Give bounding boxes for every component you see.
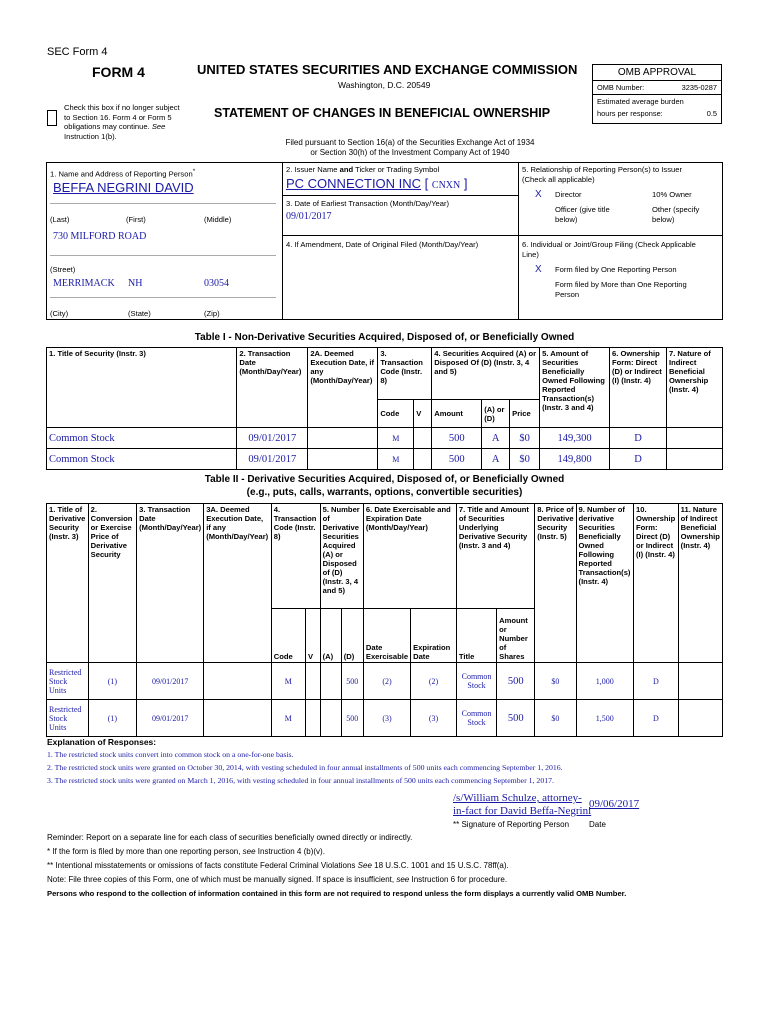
t2-exercisable: (2) (363, 663, 410, 700)
table2-title (46, 474, 723, 499)
zip-label: (Zip) (204, 309, 220, 318)
t1-security-title: Common Stock (47, 428, 237, 449)
t2-form: D (634, 663, 679, 700)
t2-conversion: (1) (88, 663, 136, 700)
t2-form: D (634, 700, 679, 737)
officer-label-2: below) (555, 215, 578, 224)
t2-d: 500 (341, 700, 363, 737)
checkbox-text-part: obligations may continue. (64, 122, 150, 131)
t2-d: 500 (341, 663, 363, 700)
t2-shares: 500 (497, 663, 535, 700)
sec-form-label: SEC Form 4 (47, 46, 108, 58)
t1-v (414, 449, 432, 470)
table1-header-row (47, 348, 723, 400)
signature-date: 09/06/2017 (589, 798, 640, 810)
officer-label-1: Officer (give title (555, 205, 610, 214)
table2-sub-expiration: Expiration Date (411, 609, 457, 663)
state-value: NH (128, 278, 143, 289)
city-label: (City) (50, 309, 69, 318)
table-row (47, 663, 723, 700)
table1-sub-aord: (A) or (D) (482, 400, 510, 428)
omb-approval-box (592, 64, 722, 124)
checkbox-text (64, 103, 180, 141)
table2-sub-shares: Amount or Number of Shares (497, 609, 535, 663)
explanation-1: 1. The restricted stock units convert into common stock on a one-for-one basis. (47, 750, 294, 759)
agency-title: UNITED STATES SECURITIES AND EXCHANGE COMMISSION (197, 62, 578, 77)
table-row (47, 449, 723, 470)
footer-note-1c: Instruction 4 (b)(v). (255, 847, 325, 856)
omb-title: OMB APPROVAL (593, 65, 721, 81)
table2-col-title: 1. Title of Derivative Security (Instr. 3) (47, 504, 89, 663)
checkbox-text-line (64, 122, 180, 132)
t2-underlying-title: Common Stock (456, 700, 496, 737)
table2-col-price: 8. Price of Derivative Security (Instr. 5) (535, 504, 576, 663)
t1-amount: 500 (432, 449, 482, 470)
t1-nature (666, 449, 722, 470)
more-persons-label (555, 280, 687, 300)
box6-label-2: Line) (522, 250, 539, 259)
one-person-checkmark[interactable]: X (535, 264, 542, 275)
table1-col-nature: 7. Nature of Indirect Beneficial Ownership (Instr. 4) (666, 348, 722, 428)
footer-note-2c: 18 U.S.C. 1001 and 15 U.S.C. 78ff(a). (371, 861, 509, 870)
table1-col-amount-owned: 5. Amount of Securities Beneficially Owned Following Reported Transaction(s) (Instr. 3 and 4) (540, 348, 610, 428)
t2-expiration: (2) (411, 663, 457, 700)
other-label (652, 205, 699, 225)
checkbox-text-see: See (151, 122, 166, 131)
t2-price: $0 (535, 700, 576, 737)
t1-nature (666, 428, 722, 449)
filed-line-2: or Section 30(h) of the Investment Company Act of 1940 (310, 148, 510, 157)
street-value: 730 MILFORD ROAD (53, 231, 147, 242)
table2 (46, 503, 723, 737)
explanation-3: 3. The restricted stock units were granted on March 1, 2016, with vesting scheduled in four annual installments of 500 units each commencing September 1, 2017. (47, 776, 554, 785)
filed-pursuant (250, 138, 570, 158)
explanation-2: 2. The restricted stock units were granted on October 30, 2014, with vesting scheduled in four annual installments of 500 units each commencing September 1, 2016. (47, 763, 563, 772)
footer-note-3 (47, 875, 507, 884)
table2-sub-date-exercisable: Date Exercisable (363, 609, 410, 663)
checkbox-text-line: Check this box if no longer subject (64, 103, 180, 112)
t1-ad: A (482, 428, 510, 449)
t2-v (305, 700, 320, 737)
explanation-title: Explanation of Responses: (47, 737, 157, 747)
t2-a (320, 700, 341, 737)
issuer-line: PC CONNECTION INC [ CNXN ] (286, 176, 468, 191)
t2-deemed (204, 700, 272, 737)
filed-line-1: Filed pursuant to Section 16(a) of the Securities Exchange Act of 1934 (285, 138, 535, 147)
t1-form: D (610, 449, 667, 470)
first-label: (First) (126, 215, 146, 224)
signature-line-1: /s/William Schulze, attorney- (453, 792, 582, 804)
omb-number-row (593, 81, 721, 95)
omb-burden-label: Estimated average burden (597, 97, 684, 106)
t2-underlying-title: Common Stock (456, 663, 496, 700)
table1-sub-code: Code (378, 400, 414, 428)
omb-hours-row (593, 108, 721, 119)
table2-sub-v: V (305, 609, 320, 663)
box1-label: 1. Name and Address of Reporting Person* (50, 168, 196, 179)
box6-label-1: 6. Individual or Joint/Group Filing (Check Applicable (522, 240, 696, 249)
ticker-symbol: CNXN (431, 180, 461, 191)
signature-line-2: in-fact for David Beffa-Negrini (453, 805, 592, 817)
t1-owned: 149,300 (540, 428, 610, 449)
t1-price: $0 (510, 428, 540, 449)
table2-col-deemed: 3A. Deemed Execution Date, if any (Month/Day/Year) (204, 504, 272, 663)
table2-col-date: 3. Transaction Date (Month/Day/Year) (137, 504, 204, 663)
ten-percent-owner-label: 10% Owner (652, 190, 692, 199)
box4-label: 4. If Amendment, Date of Original Filed (Month/Day/Year) (286, 240, 479, 249)
box2-label (286, 165, 439, 174)
t1-ad: A (482, 449, 510, 470)
date-label: Date (589, 820, 606, 829)
other-label-1: Other (specify (652, 205, 700, 214)
director-label: Director (555, 190, 582, 199)
omb-hours-label: hours per response: (597, 109, 663, 118)
city-value: MERRIMACK (53, 278, 115, 289)
t2-a (320, 663, 341, 700)
box5-label (522, 165, 682, 185)
box2-label-b: and (339, 165, 354, 174)
street-label: (Street) (50, 265, 76, 274)
box5-label-2: (Check all applicable) (522, 175, 595, 184)
t1-price: $0 (510, 449, 540, 470)
table-row (47, 428, 723, 449)
t1-code: M (378, 428, 414, 449)
middle-label: (Middle) (204, 215, 232, 224)
table2-col-exercisable: 6. Date Exercisable and Expiration Date (Month/Day/Year) (363, 504, 456, 609)
omb-hours: 0.5 (706, 109, 717, 118)
box3-label: 3. Date of Earliest Transaction (Month/Day/Year) (286, 199, 450, 208)
t1-transaction-date: 09/01/2017 (237, 428, 308, 449)
t2-expiration: (3) (411, 700, 457, 737)
footer-note-1b: see (242, 847, 256, 856)
box2-label-c: Ticker or Trading Symbol (353, 165, 440, 174)
more-persons-label-2: Person (555, 290, 580, 299)
t2-exercisable: (3) (363, 700, 410, 737)
table2-header-row (47, 504, 723, 609)
footer-note-3a: Note: File three copies of this Form, one of which must be manually signed. If space is insufficient, (47, 875, 397, 884)
table2-col-underlying: 7. Title and Amount of Securities Underlying Derivative Security (Instr. 3 and 4) (456, 504, 534, 609)
earliest-transaction-date: 09/01/2017 (286, 211, 332, 222)
footer-note-3c: Instruction 6 for procedure. (409, 875, 508, 884)
footer-note-3b: see (396, 875, 410, 884)
t1-amount: 500 (432, 428, 482, 449)
omb-number-label: OMB Number: (597, 83, 645, 92)
t2-nature (678, 700, 722, 737)
t2-deemed (204, 663, 272, 700)
signature (453, 792, 591, 818)
director-checkmark[interactable]: X (535, 189, 542, 200)
table2-sub-title: Title (456, 609, 496, 663)
signature-label: ** Signature of Reporting Person (453, 820, 570, 829)
table1-col-title: 1. Title of Security (Instr. 3) (47, 348, 237, 428)
checkbox-text-line: to Section 16. Form 4 or Form 5 (64, 112, 172, 122)
footer-reminder: Reminder: Report on a separate line for each class of securities beneficially owned directly or indirectly. (47, 833, 413, 842)
table2-col-code: 4. Transaction Code (Instr. 8) (271, 504, 320, 609)
table2-col-conversion: 2. Conversion or Exercise Price of Derivative Security (88, 504, 136, 663)
t1-form: D (610, 428, 667, 449)
t2-security-title: Restricted Stock Units (47, 663, 89, 700)
t2-owned: 1,500 (576, 700, 633, 737)
t1-owned: 149,800 (540, 449, 610, 470)
state-label: (State) (128, 309, 151, 318)
table1-sub-price: Price (510, 400, 540, 428)
t1-security-title: Common Stock (47, 449, 237, 470)
t1-transaction-date: 09/01/2017 (237, 449, 308, 470)
t1-deemed-date (308, 428, 378, 449)
table2-col-number: 5. Number of Derivative Securities Acquired (A) or Disposed of (D) (Instr. 3, 4 and 5) (320, 504, 363, 609)
t1-deemed-date (308, 449, 378, 470)
t1-v (414, 428, 432, 449)
zip-value: 03054 (204, 278, 229, 289)
more-persons-label-1: Form filed by More than One Reporting (555, 280, 687, 289)
table2-sub-d: (D) (341, 609, 363, 663)
t2-shares: 500 (497, 700, 535, 737)
table1-col-ownership: 6. Ownership Form: Direct (D) or Indirect (I) (Instr. 4) (610, 348, 667, 428)
t1-code: M (378, 449, 414, 470)
table2-title-1: Table II - Derivative Securities Acquired, Disposed of, or Beneficially Owned (204, 474, 565, 485)
t2-date: 09/01/2017 (137, 663, 204, 700)
checkbox-text-line: Instruction 1(b). (64, 131, 117, 141)
agency-location: Washington, D.C. 20549 (338, 80, 431, 90)
table1-title: Table I - Non-Derivative Securities Acquired, Disposed of, or Beneficially Owned (194, 332, 575, 343)
table1-col-deemed: 2A. Deemed Execution Date, if any (Month/Day/Year) (308, 348, 378, 428)
last-label: (Last) (50, 215, 70, 224)
table1-col-code: 3. Transaction Code (Instr. 8) (378, 348, 432, 400)
table2-col-owned: 9. Number of derivative Securities Beneficially Owned Following Reported Transaction(s) (Instr. 4) (576, 504, 633, 663)
t2-owned: 1,000 (576, 663, 633, 700)
t2-date: 09/01/2017 (137, 700, 204, 737)
footer-note-2 (47, 861, 509, 870)
omb-number: 3235-0287 (681, 83, 717, 92)
footer-note-1a: * If the form is filed by more than one reporting person, (47, 847, 243, 856)
other-label-2: below) (652, 215, 675, 224)
table2-title-2: (e.g., puts, calls, warrants, options, convertible securities) (246, 486, 523, 498)
table1-sub-amount: Amount (432, 400, 482, 428)
box1-label-text: 1. Name and Address of Reporting Person (50, 169, 193, 179)
table2-col-ownership: 10. Ownership Form: Direct (D) or Indirect (I) (Instr. 4) (634, 504, 679, 663)
footer-note-2b: See (357, 861, 372, 870)
t2-security-title: Restricted Stock Units (47, 700, 89, 737)
footer-note-2a: ** Intentional misstatements or omissions of facts constitute Federal Criminal Violations (47, 861, 358, 870)
table2-sub-a: (A) (320, 609, 341, 663)
t2-nature (678, 663, 722, 700)
one-person-label: Form filed by One Reporting Person (555, 265, 677, 274)
t2-conversion: (1) (88, 700, 136, 737)
footer-note-1 (47, 847, 325, 856)
table1-col-securities: 4. Securities Acquired (A) or Disposed Of (D) (Instr. 3, 4 and 5) (432, 348, 540, 400)
issuer-name[interactable]: PC CONNECTION INC (286, 176, 422, 191)
table2-sub-code: Code (271, 609, 305, 663)
footer-omb-notice: Persons who respond to the collection of information contained in this form are not required to respond unless the form displays a currently valid OMB Number. (47, 889, 627, 898)
statement-title: STATEMENT OF CHANGES IN BENEFICIAL OWNERSHIP (214, 106, 551, 120)
form-number: FORM 4 (92, 64, 145, 80)
no-longer-subject-checkbox[interactable] (47, 110, 57, 126)
t2-v (305, 663, 320, 700)
box2-label-a: 2. Issuer Name (286, 165, 340, 174)
table2-col-nature: 11. Nature of Indirect Beneficial Ownership (Instr. 4) (678, 504, 722, 663)
t2-price: $0 (535, 663, 576, 700)
table1-sub-v: V (414, 400, 432, 428)
table1 (46, 347, 723, 470)
table1-col-date: 2. Transaction Date (Month/Day/Year) (237, 348, 308, 428)
table-row (47, 700, 723, 737)
t2-code: M (271, 700, 305, 737)
officer-label (555, 205, 610, 225)
box5-label-1: 5. Relationship of Reporting Person(s) to Issuer (522, 165, 682, 174)
box6-label (522, 240, 696, 260)
t2-code: M (271, 663, 305, 700)
reporting-person-name[interactable]: BEFFA NEGRINI DAVID (53, 180, 194, 195)
